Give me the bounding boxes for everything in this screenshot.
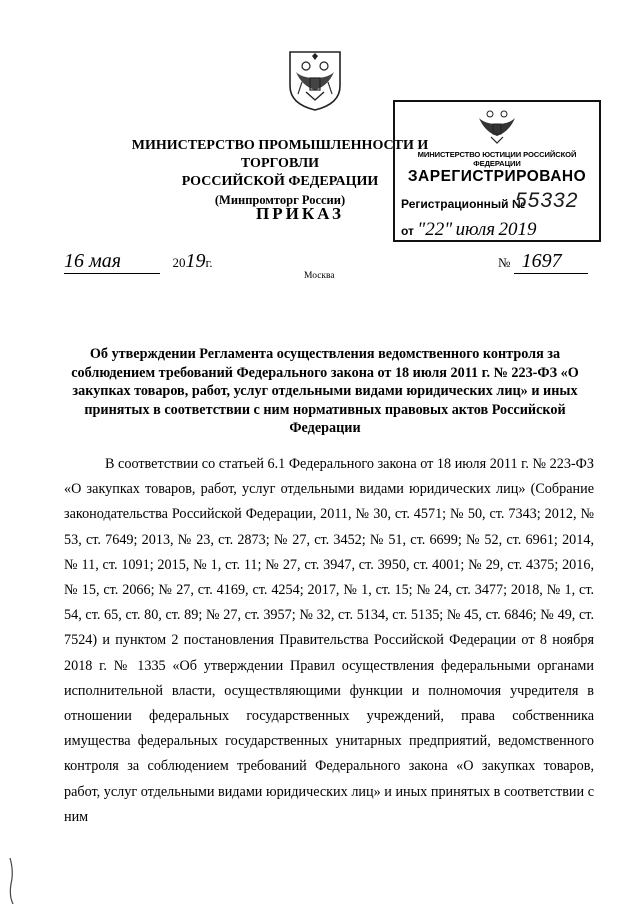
ministry-name-line2: РОССИЙСКОЙ ФЕДЕРАЦИИ — [181, 174, 379, 189]
city: Москва — [304, 271, 335, 281]
document-type: ПРИКАЗ — [256, 204, 344, 223]
order-number-label: № — [498, 255, 511, 270]
stamp-date — [401, 219, 597, 241]
margin-scan-mark — [4, 858, 22, 904]
stamp-reg-label: Регистрационный № — [401, 197, 526, 211]
order-date — [64, 250, 213, 274]
order-body — [64, 452, 594, 830]
stamp-date-prefix: от — [401, 224, 414, 238]
stamp-date-day: "22" — [417, 219, 453, 240]
stamp-date-year: 2019 — [498, 219, 537, 240]
stamp-emblem — [475, 106, 519, 146]
stamp-status: ЗАРЕГИСТРИРОВАНО — [407, 168, 587, 185]
stamp-date-month: июля — [455, 219, 496, 240]
stamp-reg-number: 55332 — [515, 189, 579, 212]
order-title: Об утверждении Регламента осуществления ведомственного контроля за соблюдением требований Федерального закона от 18 июля 2011 г. № 223-ФЗ «О закупках товаров, работ, услуг отдельными видами юридических лиц» и иных принятых в соответствии с ним нормативных правовых актов Российской Федерации — [71, 346, 579, 436]
body-paragraph: В соответствии со статьей 6.1 Федерального закона от 18 июля 2011 г. № 223-ФЗ «О закупках товаров, работ, услуг отдельными видами юридических лиц» (Собрание законодательства Российской Федерации, 2011, № 30, ст. 4571; № 50, ст. 7343; 2012, № 53, ст. 7649; 2013, № 23, ст. 2873; № 27, ст. 3452; № 51, ст. 6699; № 52, ст. 6961; 2014, № 11, ст. 1091; 2015, № 1, ст. 11; № 27, ст. 3947, ст. 3950, ст. 4001; № 29, ст. 4375; 2016, № 15, ст. 2066; № 27, ст. 4169, ст. 4254; 2017, № 1, ст. 15; № 24, ст. 3477; 2018, № 1, ст. 54, ст. 65, ст. 80, ст. 89; № 27, ст. 3957; № 32, ст. 5134, ст. 5135; № 45, ст. 6846; № 49, ст. 7524) и пунктом 2 постановления Правительства Российской Федерации от 8 ноября 2018 г. № 1335 «Об утверждении Правил осуществления федеральными органами исполнительной власти, осуществляющими функции и полномочия учредителя в отношении федеральных государственных учреждений, права собственника имущества федеральных государственных унитарных предприятий, ведомственного контроля за соблюдением требований Федерального закона «О закупках товаров, работ, услуг отдельными видами юридических лиц» и иных принятых в соответствии с ним — [64, 456, 594, 825]
order-year-handwritten: 19 — [185, 250, 206, 272]
coat-of-arms-emblem — [284, 46, 346, 112]
order-date-handwritten: 16 мая — [64, 250, 160, 274]
order-number — [498, 250, 588, 274]
order-year-suffix: г. — [205, 255, 213, 270]
order-number-handwritten: 1697 — [514, 250, 588, 274]
ministry-heading — [120, 137, 440, 209]
registration-stamp — [393, 100, 601, 242]
ministry-short-name: (Минпромторг России) — [214, 193, 346, 207]
order-year-prefix: 20 — [172, 255, 186, 270]
stamp-organization: МИНИСТЕРСТВО ЮСТИЦИИ РОССИЙСКОЙ ФЕДЕРАЦИИ — [417, 150, 577, 168]
ministry-name-line1: МИНИСТЕРСТВО ПРОМЫШЛЕННОСТИ И ТОРГОВЛИ — [131, 138, 429, 171]
